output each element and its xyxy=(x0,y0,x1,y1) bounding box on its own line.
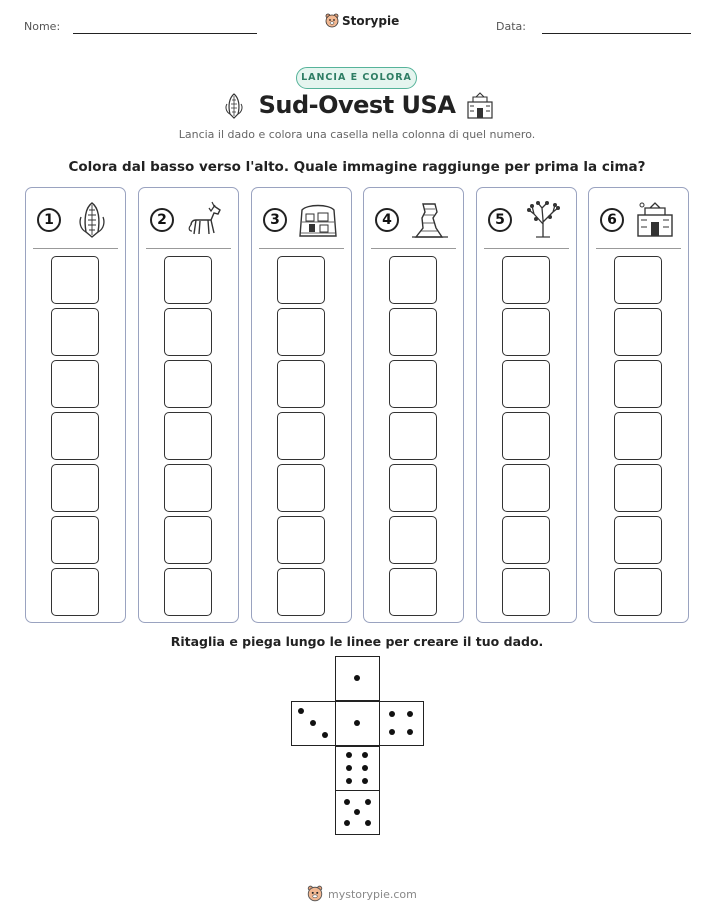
color-cell[interactable] xyxy=(164,412,212,460)
color-cell[interactable] xyxy=(614,412,662,460)
footer xyxy=(307,885,417,903)
color-cell[interactable] xyxy=(614,568,662,616)
storypie-mascot-icon xyxy=(325,13,339,29)
color-cell[interactable] xyxy=(502,568,550,616)
color-cell[interactable] xyxy=(389,412,437,460)
color-cell[interactable] xyxy=(502,412,550,460)
brand-name: Storypie xyxy=(342,14,400,28)
cliff-dwelling-icon xyxy=(297,200,339,240)
color-cell[interactable] xyxy=(277,568,325,616)
color-cell[interactable] xyxy=(614,256,662,304)
die-face-1 xyxy=(335,701,380,746)
die-pip xyxy=(407,729,413,735)
column-number: 2 xyxy=(150,208,174,232)
date-line[interactable] xyxy=(542,33,691,34)
color-cell[interactable] xyxy=(502,360,550,408)
page-title: Sud-Ovest USA xyxy=(258,91,456,119)
color-cell[interactable] xyxy=(277,464,325,512)
color-cell[interactable] xyxy=(389,568,437,616)
color-cell[interactable] xyxy=(277,516,325,564)
tree-icon xyxy=(522,200,564,240)
die-pip xyxy=(362,765,368,771)
color-cell[interactable] xyxy=(614,360,662,408)
die-pip xyxy=(354,720,360,726)
brand-logo xyxy=(325,13,399,29)
die-pip xyxy=(346,765,352,771)
cut-instruction: Ritaglia e piega lungo le linee per creare il tuo dado. xyxy=(170,634,544,649)
color-cell[interactable] xyxy=(502,464,550,512)
rock-formation-icon xyxy=(409,200,451,240)
column-6 xyxy=(588,187,689,623)
color-cell[interactable] xyxy=(502,308,550,356)
column-3 xyxy=(251,187,352,623)
color-cell[interactable] xyxy=(164,568,212,616)
die-pip xyxy=(365,799,371,805)
mission-building-icon xyxy=(634,200,676,240)
color-cell[interactable] xyxy=(502,516,550,564)
die-pip xyxy=(344,820,350,826)
column-number: 5 xyxy=(488,208,512,232)
activity-badge: LANCIA E COLORA xyxy=(296,67,417,89)
date-label: Data: xyxy=(496,20,526,33)
die-face-4 xyxy=(379,701,424,746)
color-cell[interactable] xyxy=(389,516,437,564)
footer-url: mystorypie.com xyxy=(328,887,417,901)
die-pip xyxy=(354,675,360,681)
name-line[interactable] xyxy=(73,33,257,34)
color-cell[interactable] xyxy=(164,308,212,356)
die-pip xyxy=(322,732,328,738)
color-cell[interactable] xyxy=(51,516,99,564)
column-2 xyxy=(138,187,239,623)
color-cell[interactable] xyxy=(277,360,325,408)
horse-icon xyxy=(184,200,226,240)
column-number: 6 xyxy=(600,208,624,232)
name-label: Nome: xyxy=(24,20,61,33)
color-cell[interactable] xyxy=(164,464,212,512)
color-cell[interactable] xyxy=(51,568,99,616)
color-cell[interactable] xyxy=(277,412,325,460)
die-face-6 xyxy=(335,746,380,791)
storypie-mascot-icon xyxy=(307,885,323,903)
die-pip xyxy=(389,729,395,735)
color-cell[interactable] xyxy=(164,360,212,408)
column-divider xyxy=(371,248,456,249)
die-pip xyxy=(346,752,352,758)
column-divider xyxy=(146,248,231,249)
column-number: 3 xyxy=(263,208,287,232)
die-pip xyxy=(389,711,395,717)
color-cell[interactable] xyxy=(502,256,550,304)
color-cell[interactable] xyxy=(164,516,212,564)
color-cell[interactable] xyxy=(614,308,662,356)
column-divider xyxy=(596,248,681,249)
column-4 xyxy=(363,187,464,623)
mission-building-icon xyxy=(465,92,495,120)
instruction: Colora dal basso verso l'alto. Quale immagine raggiunge per prima la cima? xyxy=(68,159,646,175)
color-cell[interactable] xyxy=(277,256,325,304)
die-face-5 xyxy=(335,790,380,835)
corn-icon xyxy=(71,200,113,240)
die-pip xyxy=(407,711,413,717)
color-cell[interactable] xyxy=(51,308,99,356)
color-cell[interactable] xyxy=(164,256,212,304)
color-cell[interactable] xyxy=(389,464,437,512)
color-cell[interactable] xyxy=(389,256,437,304)
column-divider xyxy=(259,248,344,249)
color-cell[interactable] xyxy=(51,360,99,408)
die-pip xyxy=(365,820,371,826)
die-pip xyxy=(362,778,368,784)
die-face-1 xyxy=(335,656,380,701)
column-number: 4 xyxy=(375,208,399,232)
die-pip xyxy=(354,809,360,815)
subtitle: Lancia il dado e colora una casella nella colonna di quel numero. xyxy=(178,128,536,141)
color-cell[interactable] xyxy=(51,256,99,304)
die-pip xyxy=(362,752,368,758)
color-cell[interactable] xyxy=(614,464,662,512)
column-number: 1 xyxy=(37,208,61,232)
column-5 xyxy=(476,187,577,623)
column-divider xyxy=(33,248,118,249)
die-pip xyxy=(298,708,304,714)
color-cell[interactable] xyxy=(389,308,437,356)
color-cell[interactable] xyxy=(277,308,325,356)
color-cell[interactable] xyxy=(614,516,662,564)
die-face-3 xyxy=(291,701,336,746)
die-pip xyxy=(346,778,352,784)
color-cell[interactable] xyxy=(51,464,99,512)
color-cell[interactable] xyxy=(51,412,99,460)
die-pip xyxy=(310,720,316,726)
color-cell[interactable] xyxy=(389,360,437,408)
column-divider xyxy=(484,248,569,249)
column-1 xyxy=(25,187,126,623)
die-pip xyxy=(344,799,350,805)
